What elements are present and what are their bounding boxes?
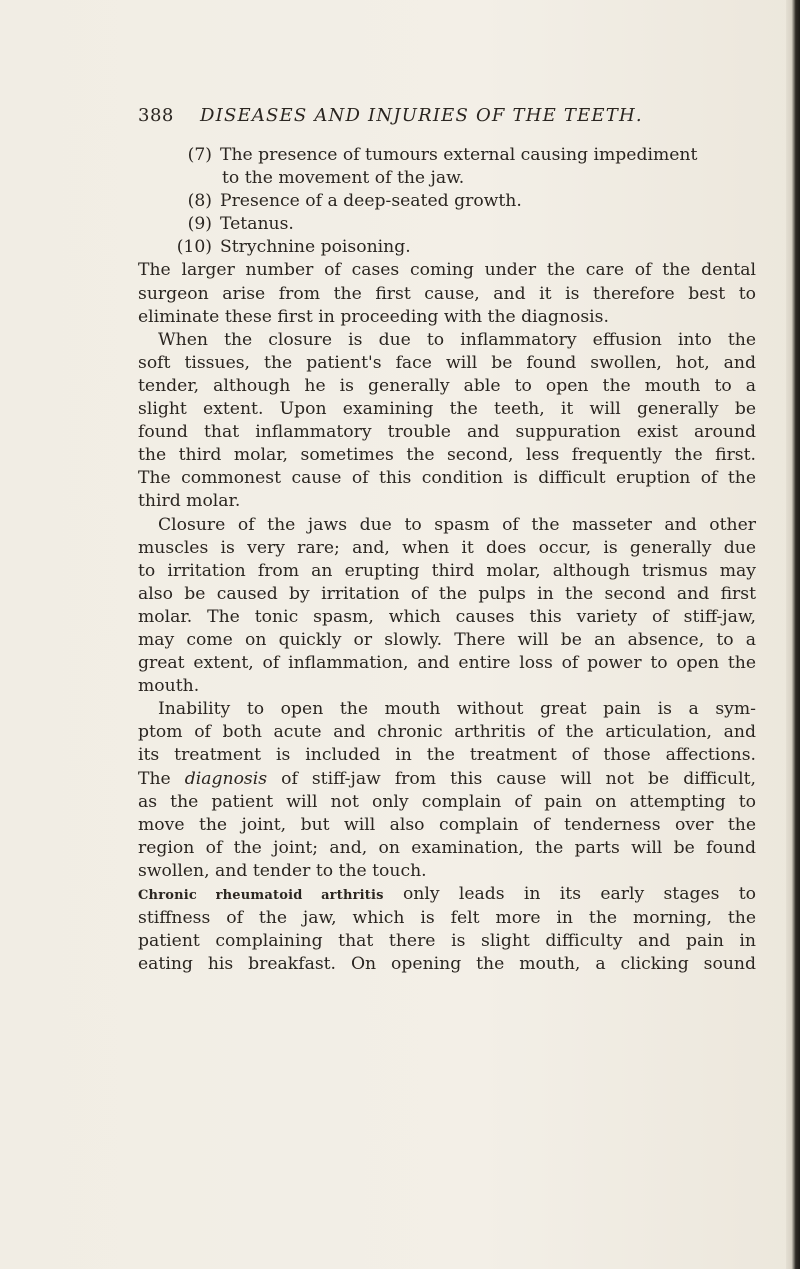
paragraph-line <box>138 883 756 907</box>
paragraph-line: Inability to open the mouth without great pain is a sym- <box>158 699 756 720</box>
paragraph-line: surgeon arise from the first cause, and it is therefore best to <box>138 283 756 304</box>
paragraph-line: slight extent. Upon examining the teeth, it will generally be <box>138 399 756 420</box>
list-item-8 <box>138 190 756 213</box>
paragraph-line: as the patient will not only complain of pain on attempting to <box>138 791 756 812</box>
paragraph-line: molar. The tonic spasm, which causes this variety of stiff-jaw, <box>138 606 756 627</box>
paragraph-line: patient complaining that there is slight difficulty and pain in <box>138 931 756 952</box>
paragraph-line: mouth. <box>138 676 200 697</box>
paragraph-line: third molar. <box>138 491 241 512</box>
text-run: The <box>138 768 185 789</box>
paragraph-line: its treatment is included in the treatment of those affections. <box>138 745 756 766</box>
paragraph-line: region of the joint; and, on examination, the parts will be found <box>138 837 756 858</box>
text-run: only leads in its early stages to <box>383 884 756 904</box>
paragraph-line: When the closure is due to inflammatory effusion into the <box>158 329 756 350</box>
paragraph-line: also be caused by irritation of the pulps in the second and first <box>138 583 756 604</box>
page-number: 388 <box>138 105 174 126</box>
paragraph-line: eliminate these first in proceeding with the diagnosis. <box>138 306 609 327</box>
text-run: of stiff-jaw from this cause will not be difficult, <box>267 768 756 789</box>
list-item-9 <box>138 213 756 236</box>
paragraph-line: muscles is very rare; and, when it does occur, is generally due <box>138 537 756 558</box>
bold-lead-in: Chronic rheumatoid arthritis <box>138 888 384 903</box>
list-item-10 <box>138 236 756 259</box>
paragraph-line: The larger number of cases coming under the care of the dental <box>138 260 756 281</box>
paragraph-line: move the joint, but will also complain of tenderness over the <box>138 814 756 835</box>
list-number: (8) <box>187 191 212 212</box>
paragraph-line <box>138 768 756 791</box>
list-text: Strychnine poisoning. <box>220 237 411 258</box>
page-edge-shadow <box>786 0 800 1269</box>
page-header <box>0 105 800 135</box>
list-item-7 <box>138 144 756 167</box>
list-text: Presence of a deep-seated growth. <box>220 191 522 212</box>
paragraph-line: ptom of both acute and chronic arthritis of the articulation, and <box>138 722 756 743</box>
paragraph-line: swollen, and tender to the touch. <box>138 860 427 881</box>
paragraph-line: tender, although he is generally able to open the mouth to a <box>138 375 756 396</box>
italic-term: diagnosis <box>184 768 268 789</box>
paragraph-line: may come on quickly or slowly. There will be an absence, to a <box>138 629 756 650</box>
list-number: (7) <box>187 145 212 165</box>
paragraph-line: great extent, of inflammation, and entire loss of power to open the <box>138 653 756 674</box>
paragraph-line: the third molar, sometimes the second, less frequently the first. <box>138 445 756 466</box>
paragraph-line: stiffness of the jaw, which is felt more in the morning, the <box>138 908 756 929</box>
running-head: DISEASES AND INJURIES OF THE TEETH. <box>200 105 643 126</box>
paragraph-line: soft tissues, the patient's face will be found swollen, hot, and <box>138 352 756 373</box>
paragraph-line: Closure of the jaws due to spasm of the masseter and other <box>158 514 756 535</box>
list-item-7-cont: to the movement of the jaw. <box>222 168 465 189</box>
list-number: (10) <box>176 237 212 258</box>
list-text: Tetanus. <box>220 214 294 235</box>
list-text: The presence of tumours external causing impediment <box>220 145 698 165</box>
paragraph-line: to irritation from an erupting third molar, although trismus may <box>138 560 756 581</box>
paragraph-line: eating his breakfast. On opening the mouth, a clicking sound <box>138 954 756 975</box>
body-text <box>138 144 756 976</box>
list-number: (9) <box>187 214 212 235</box>
paragraph-line: The commonest cause of this condition is difficult eruption of the <box>138 468 756 489</box>
paragraph-line: found that inflammatory trouble and suppuration exist around <box>138 422 756 443</box>
